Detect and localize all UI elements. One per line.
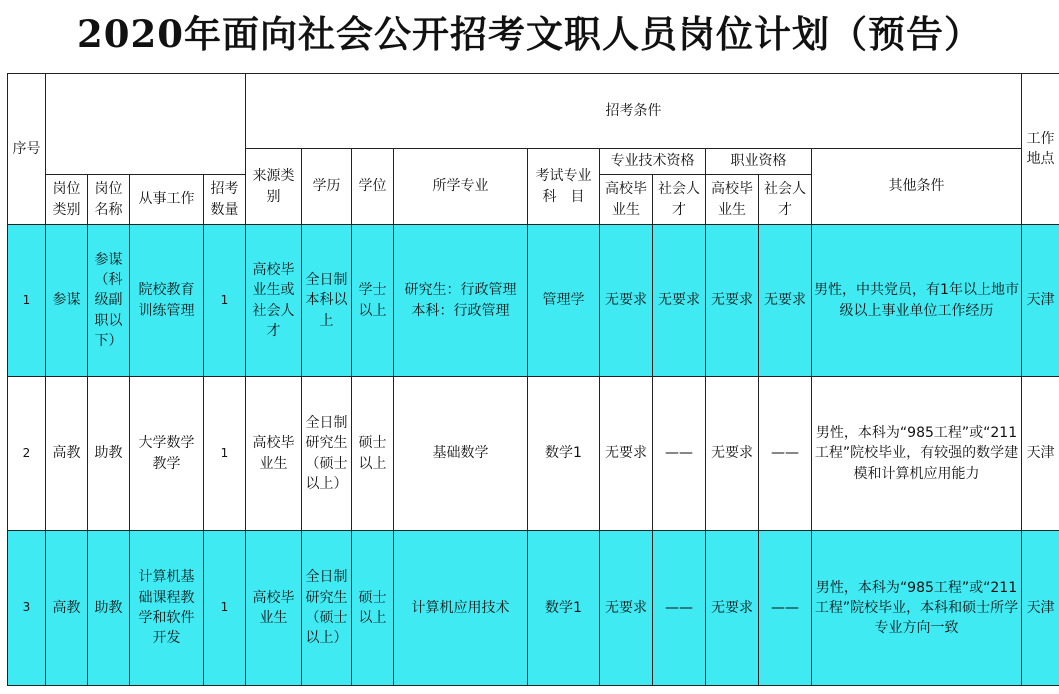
- cell-source: 高校毕业生或社会人才: [246, 225, 302, 377]
- cell-quota: 1: [204, 531, 246, 686]
- cell-voc-talent: ——: [759, 531, 812, 686]
- cell-post-category: 参谋: [46, 225, 88, 377]
- cell-education: 全日制本科以上: [302, 225, 352, 377]
- cell-seq: 2: [8, 377, 46, 531]
- cell-prof-talent: ——: [653, 531, 706, 686]
- cell-post-category: 高教: [46, 531, 88, 686]
- cell-voc-graduate: 无要求: [706, 531, 759, 686]
- cell-seq: 1: [8, 225, 46, 377]
- header-seq: 序号: [8, 74, 46, 225]
- header-post-name: 岗位名称: [88, 175, 130, 225]
- cell-voc-talent: ——: [759, 377, 812, 531]
- header-prof-graduate: 高校毕业生: [600, 175, 653, 225]
- cell-exam-subject: 数学1: [528, 531, 600, 686]
- recruitment-plan-table: [7, 73, 1059, 686]
- header-voc-talent: 社会人才: [759, 175, 812, 225]
- header-post-category: 岗位类别: [46, 175, 88, 225]
- cell-location: 天津: [1022, 531, 1059, 686]
- header-blank: [46, 74, 246, 175]
- cell-quota: 1: [204, 225, 246, 377]
- cell-prof-graduate: 无要求: [600, 225, 653, 377]
- header-conditions: 招考条件: [246, 74, 1022, 149]
- cell-other-conditions: 男性，本科为“985工程”或“211工程”院校毕业，有较强的数学建模和计算机应用能力: [812, 377, 1022, 531]
- header-other-conditions: 其他条件: [812, 149, 1022, 225]
- cell-voc-talent: 无要求: [759, 225, 812, 377]
- header-row-top: [8, 74, 1059, 149]
- header-work-location: 工作地点: [1022, 74, 1059, 225]
- cell-prof-talent: 无要求: [653, 225, 706, 377]
- page-title: 2020年面向社会公开招考文职人员岗位计划（预告）: [77, 12, 982, 56]
- header-source: 来源类别: [246, 149, 302, 225]
- table-row: [8, 225, 1059, 377]
- header-professional-qualification: 专业技术资格: [600, 149, 706, 175]
- cell-post-category: 高教: [46, 377, 88, 531]
- header-vocational-qualification: 职业资格: [706, 149, 812, 175]
- cell-voc-graduate: 无要求: [706, 225, 759, 377]
- header-major: 所学专业: [394, 149, 528, 225]
- header-quota: 招考数量: [204, 175, 246, 225]
- cell-prof-graduate: 无要求: [600, 377, 653, 531]
- cell-degree: 硕士以上: [352, 377, 394, 531]
- cell-post-name: 助教: [88, 377, 130, 531]
- cell-voc-graduate: 无要求: [706, 377, 759, 531]
- cell-degree: 学士以上: [352, 225, 394, 377]
- cell-major: 计算机应用技术: [394, 531, 528, 686]
- cell-location: 天津: [1022, 377, 1059, 531]
- cell-seq: 3: [8, 531, 46, 686]
- header-prof-talent: 社会人才: [653, 175, 706, 225]
- cell-prof-talent: ——: [653, 377, 706, 531]
- cell-quota: 1: [204, 377, 246, 531]
- cell-other-conditions: 男性，本科为“985工程”或“211工程”院校毕业，本科和硕士所学专业方向一致: [812, 531, 1022, 686]
- cell-exam-subject: 管理学: [528, 225, 600, 377]
- cell-post-name: 助教: [88, 531, 130, 686]
- cell-post-name: 参谋（科级副职以下）: [88, 225, 130, 377]
- cell-prof-graduate: 无要求: [600, 531, 653, 686]
- header-work-content: 从事工作: [130, 175, 204, 225]
- cell-work-content: 院校教育训练管理: [130, 225, 204, 377]
- table-row: [8, 377, 1059, 531]
- cell-exam-subject: 数学1: [528, 377, 600, 531]
- cell-other-conditions: 男性，中共党员，有1年以上地市级以上事业单位工作经历: [812, 225, 1022, 377]
- header-voc-graduate: 高校毕业生: [706, 175, 759, 225]
- cell-source: 高校毕业生: [246, 377, 302, 531]
- cell-source: 高校毕业生: [246, 531, 302, 686]
- header-exam-subject: 考试专业科 目: [528, 149, 600, 225]
- cell-education: 全日制研究生（硕士以上）: [302, 531, 352, 686]
- cell-major: 基础数学: [394, 377, 528, 531]
- cell-education: 全日制研究生（硕士以上）: [302, 377, 352, 531]
- header-degree: 学位: [352, 149, 394, 225]
- cell-major: 研究生：行政管理 本科：行政管理: [394, 225, 528, 377]
- cell-work-content: 计算机基础课程教学和软件开发: [130, 531, 204, 686]
- cell-location: 天津: [1022, 225, 1059, 377]
- table-row: [8, 531, 1059, 686]
- cell-degree: 硕士以上: [352, 531, 394, 686]
- header-education: 学历: [302, 149, 352, 225]
- cell-work-content: 大学数学教学: [130, 377, 204, 531]
